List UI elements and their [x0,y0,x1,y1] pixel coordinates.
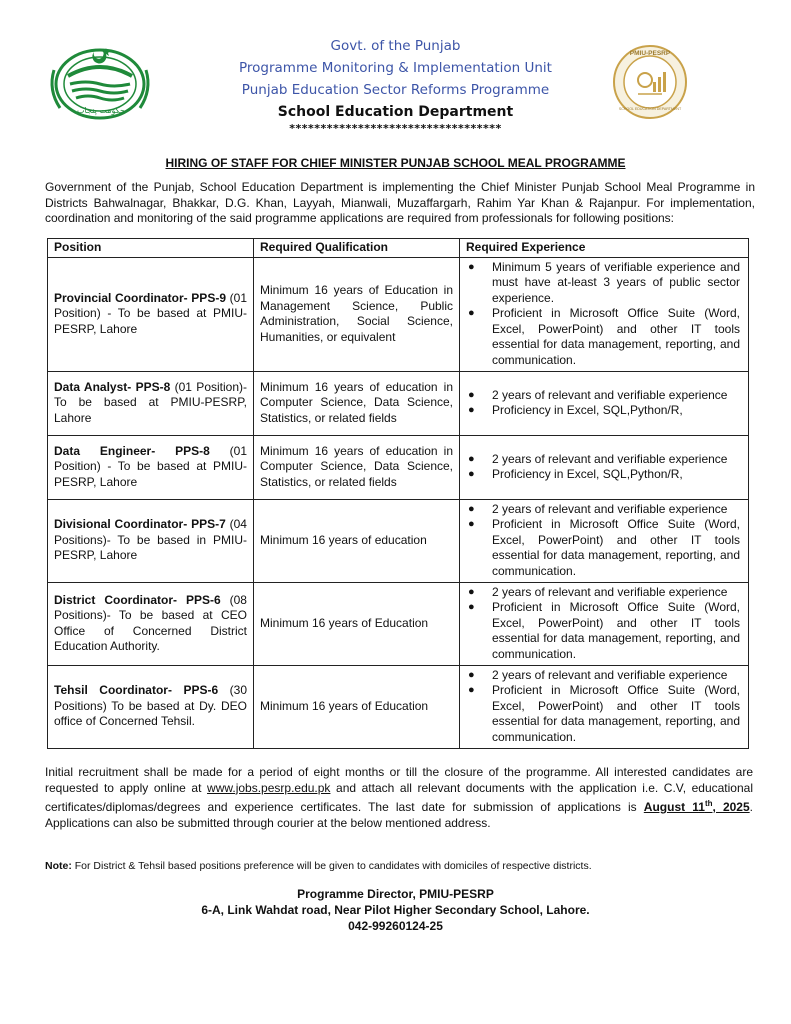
seal-subtitle: SCHOOL EDUCATION DEPARTMENT [618,107,682,111]
position-title: Provincial Coordinator- PPS-9 [54,290,226,305]
position-title: District Coordinator- PPS-6 [54,592,221,607]
experience-item: ● Proficient in Microsoft Office Suite (Word, Excel, PowerPoint) and other IT tools essential for data management, reporting, and communication. [468,306,740,368]
experience-item: ● 2 years of relevant and verifiable experience [468,388,740,404]
experience-cell [460,499,749,582]
experience-item: ● Proficient in Microsoft Office Suite (Word, Excel, PowerPoint) and other IT tools essential for data management, reporting, and communication. [468,600,740,662]
qualification-cell: Minimum 16 years of Education [254,582,460,665]
qualification-cell: Minimum 16 years of education in Computer Science, Data Science, Statistics, or related fields [254,371,460,435]
position-detail: (01 Position)- To be based at PMIU-PESRP, Lahore [54,379,247,425]
note-label: Note: [45,860,72,872]
qualification-cell: Minimum 16 years of Education in Management Science, Public Administration, Social Science, Humanities, or equivalent [254,257,460,371]
experience-cell [460,371,749,435]
experience-item: ● Proficient in Microsoft Office Suite (Word, Excel, PowerPoint) and other IT tools essential for data management, reporting, and communication. [468,683,740,745]
position-cell [48,435,254,499]
table-row [48,257,749,371]
signature-block [0,886,791,934]
experience-item: ● 2 years of relevant and verifiable experience [468,502,740,518]
header-pesrp: Punjab Education Sector Reforms Programme [241,82,550,98]
note-text: For District & Tehsil based positions preference will be given to candidates with domiciles of respective districts. [71,860,592,872]
header-stars-divider: ********************************** [289,122,502,135]
table-header-row [48,239,749,258]
closing-text: and attach all relevant documents with the application i.e. C.V, educational certificates/diplomas/degrees and experience certificates. The last date for submission of applications is [45,780,753,814]
seal-title: PMIU-PESRP [629,50,671,57]
header-qualification: Required Qualification [254,239,460,258]
table-row [48,665,749,748]
position-title: Data Analyst- PPS-8 [54,379,171,394]
header-govt: Govt. of the Punjab [330,38,461,54]
experience-item: ● Proficiency in Excel, SQL,Python/R, [468,403,740,419]
signature-address: 6-A, Link Wahdat road, Near Pilot Higher Secondary School, Lahore. [201,903,590,917]
deadline-date: August 11th, 2025 [643,799,750,814]
experience-item: ● Proficiency in Excel, SQL,Python/R, [468,467,740,483]
table-row [48,582,749,665]
qualification-cell: Minimum 16 years of education in Computer Science, Data Science, Statistics, or related fields [254,435,460,499]
positions-table [47,238,749,749]
experience-item: ● 2 years of relevant and verifiable experience [468,668,740,684]
experience-cell [460,665,749,748]
closing-text: . Applications can also be submitted through courier at the below mentioned address. [45,800,753,830]
intro-paragraph: Government of the Punjab, School Education Department is implementing the Chief Minister Punjab School Meal Programme in Districts Bahwalnagar, Bhakkar, D.G. Khan, Layyah, Mianwali, Muzaffargarh, Rahim Yar Khan & Rajanpur. For implementation, coordination and monitoring of the said programme applications are required from professionals for following positions: [45,180,755,225]
apply-online-link[interactable]: www.jobs.pesrp.edu.pk [207,780,331,795]
position-detail: (01 Position) - To be based at PMIU-PESRP, Lahore [54,443,247,489]
page-title: HIRING OF STAFF FOR CHIEF MINISTER PUNJAB SCHOOL MEAL PROGRAMME [165,156,626,170]
position-detail: (01 Position) - To be based at PMIU-PESRP, Lahore [54,290,247,336]
header-position: Position [48,239,254,258]
position-detail: (30 Positions) To be based at Dy. DEO office of Concerned Tehsil. [54,683,247,729]
signature-phone: 042-99260124-25 [348,919,443,933]
header-pmiu: Programme Monitoring & Implementation Unit [239,60,552,76]
experience-cell [460,582,749,665]
position-cell [48,371,254,435]
note [45,860,592,872]
header-experience: Required Experience [460,239,749,258]
position-detail: (04 Positions)- To be based in PMIU-PESRP, Lahore [54,517,247,563]
emblem-urdu-text: حکومت پنجاب [77,106,125,115]
experience-cell [460,257,749,371]
position-title: Tehsil Coordinator- PPS-6 [54,683,219,698]
position-cell [48,665,254,748]
position-title: Data Engineer- PPS-8 [54,443,210,458]
position-detail: (08 Positions)- To be based at CEO Office of Concerned District Education Authority. [54,592,247,653]
position-cell [48,499,254,582]
table-row [48,371,749,435]
qualification-cell: Minimum 16 years of education [254,499,460,582]
position-cell [48,582,254,665]
table-row [48,499,749,582]
qualification-cell: Minimum 16 years of Education [254,665,460,748]
table-row [48,435,749,499]
signature-title: Programme Director, PMIU-PESRP [297,887,494,901]
position-title: Divisional Coordinator- PPS-7 [54,517,226,532]
experience-item: ● Minimum 5 years of verifiable experience and must have at-least 3 years of public sector experience. [468,260,740,307]
experience-item: ● 2 years of relevant and verifiable experience [468,585,740,601]
header-department: School Education Department [277,104,514,120]
experience-item: ● 2 years of relevant and verifiable experience [468,452,740,468]
experience-item: ● Proficient in Microsoft Office Suite (Word, Excel, PowerPoint) and other IT tools essential for data management, reporting, and communication. [468,517,740,579]
closing-paragraph [45,765,753,831]
position-cell [48,257,254,371]
closing-text: Initial recruitment shall be made for a period of eight months or till the closure of the programme. All interested candidates are requested to apply online at [45,765,753,795]
experience-cell [460,435,749,499]
